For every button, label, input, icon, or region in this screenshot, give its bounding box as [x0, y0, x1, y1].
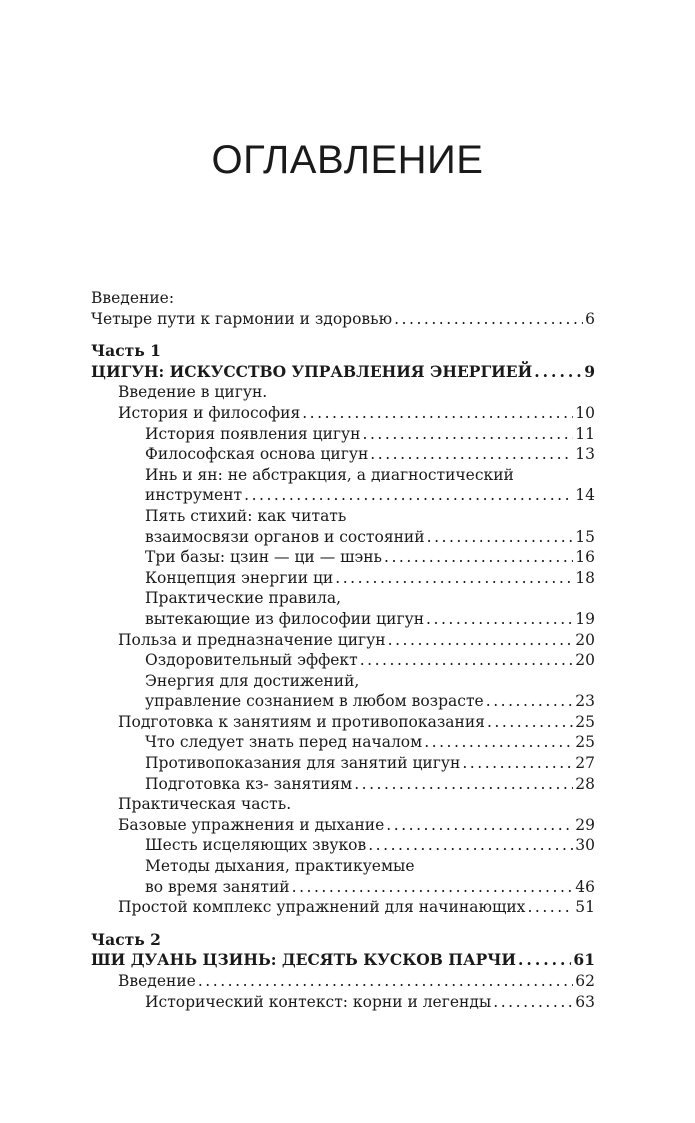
- dot-leader: [386, 815, 573, 836]
- dot-leader: [427, 527, 574, 548]
- toc-entry[interactable]: [91, 424, 595, 445]
- toc-entry[interactable]: [91, 877, 595, 898]
- toc-entry[interactable]: [91, 403, 595, 424]
- toc-page-number: 14: [575, 486, 595, 505]
- toc-page-number: 61: [573, 950, 595, 970]
- toc-page-number: 20: [575, 630, 595, 649]
- dot-leader: [462, 753, 573, 774]
- toc-entry[interactable]: [91, 732, 595, 753]
- toc-entry-text: Что следует знать перед началом: [145, 733, 423, 752]
- toc-page-number: 20: [575, 651, 595, 670]
- dot-leader: [534, 362, 582, 383]
- toc-entry[interactable]: [91, 774, 595, 795]
- toc-page-number: 25: [575, 712, 595, 731]
- toc-entry[interactable]: [91, 897, 595, 918]
- toc-entry-text: Пять стихий: как читать: [145, 506, 347, 525]
- part-1-label: Часть 1: [91, 341, 161, 361]
- part-1-title: ЦИГУН: ИСКУССТВО УПРАВЛЕНИЯ ЭНЕРГИЕЙ: [91, 361, 533, 381]
- toc-entry-text: Практические правила,: [145, 589, 342, 608]
- toc-entry-text: Инь и ян: не абстракция, а диагностический: [145, 465, 514, 484]
- toc-entry[interactable]: [91, 547, 595, 568]
- dot-leader: [244, 485, 573, 506]
- toc-page-number: 27: [575, 754, 595, 773]
- toc-page-number: 13: [575, 445, 595, 464]
- toc-page-number: 63: [575, 992, 595, 1011]
- toc-entry-text: инструмент: [145, 486, 243, 505]
- dot-leader: [493, 992, 573, 1013]
- toc-page-number: 11: [575, 424, 595, 443]
- toc-intro-label: Введение:: [91, 289, 175, 307]
- toc-entry[interactable]: [91, 992, 595, 1013]
- toc-entry[interactable]: [91, 568, 595, 589]
- toc-page-number: 46: [575, 877, 595, 896]
- toc-page-number: 51: [575, 898, 595, 917]
- toc-entry[interactable]: [91, 712, 595, 733]
- toc-entry-text: Философская основа цигун: [145, 445, 369, 464]
- table-of-contents: [91, 288, 595, 1012]
- toc-entry-text: Базовые упражнения и дыхание: [118, 815, 385, 834]
- toc-entry-text: История и философия: [118, 403, 301, 422]
- dot-leader: [368, 835, 573, 856]
- toc-page-number: 10: [575, 403, 595, 422]
- toc-page-number: 19: [575, 609, 595, 628]
- toc-page-number: 30: [575, 836, 595, 855]
- part-1-title-entry[interactable]: [91, 362, 595, 383]
- toc-page-number: 25: [575, 733, 595, 752]
- toc-page-number: 18: [575, 568, 595, 587]
- dot-leader: [384, 547, 573, 568]
- toc-section-heading: Введение в цигун.: [118, 383, 268, 402]
- dot-leader: [388, 630, 574, 651]
- toc-entry-text: взаимосвязи органов и состояний: [145, 527, 425, 546]
- toc-entry-text: во время занятий: [145, 877, 290, 896]
- toc-entry-text: Подготовка кз- занятиям: [145, 774, 353, 793]
- dot-leader: [302, 403, 573, 424]
- toc-entry[interactable]: [91, 650, 595, 671]
- dot-leader: [486, 691, 574, 712]
- dot-leader: [370, 444, 573, 465]
- toc-entry-text: Противопоказания для занятий цигун: [145, 754, 461, 773]
- toc-entry[interactable]: [91, 444, 595, 465]
- toc-entry[interactable]: [91, 971, 595, 992]
- toc-entry-text: Шесть исцеляющих звуков: [145, 836, 367, 855]
- toc-section-heading: Практическая часть.: [118, 795, 292, 814]
- toc-entry[interactable]: [91, 609, 595, 630]
- toc-entry-text: вытекающие из философии цигун: [145, 609, 425, 628]
- toc-page-number: 28: [575, 774, 595, 793]
- dot-leader: [198, 971, 573, 992]
- part-2-title-entry[interactable]: [91, 950, 595, 971]
- toc-entry-text: Введение: [118, 972, 196, 990]
- toc-page-number: 15: [575, 527, 595, 546]
- toc-entry[interactable]: [91, 815, 595, 836]
- toc-entry-text: Подготовка к занятиям и противопоказания: [118, 712, 485, 731]
- dot-leader: [426, 609, 573, 630]
- toc-entry-text: Оздоровительный эффект: [145, 651, 358, 670]
- toc-entry[interactable]: [91, 485, 595, 506]
- toc-page-number: 6: [585, 309, 595, 328]
- toc-page-number: 29: [575, 815, 595, 834]
- toc-entry-text: Концепция энергии ци: [145, 568, 334, 587]
- dot-leader: [394, 309, 583, 330]
- toc-entry-text: Энергия для достижений,: [145, 671, 360, 690]
- toc-entry-text: История появления цигун: [145, 424, 361, 443]
- dot-leader: [527, 897, 573, 918]
- toc-page-number: 9: [584, 361, 595, 381]
- toc-entry[interactable]: [91, 753, 595, 774]
- toc-entry-text: Четыре пути к гармонии и здоровью: [91, 309, 393, 328]
- toc-entry[interactable]: [91, 835, 595, 856]
- dot-leader: [424, 732, 573, 753]
- toc-entry-text: Польза и предназначение цигун: [118, 630, 386, 649]
- toc-page-number: 16: [575, 548, 595, 567]
- dot-leader: [354, 774, 573, 795]
- toc-entry-text: Простой комплекс упражнений для начинающих: [118, 898, 526, 917]
- toc-entry-text: Три базы: цзин — ци — шэнь: [145, 548, 382, 567]
- dot-leader: [363, 424, 574, 445]
- toc-page-number: 62: [575, 972, 595, 990]
- toc-entry[interactable]: [91, 527, 595, 548]
- part-2-label: Часть 2: [91, 929, 161, 949]
- toc-entry-text: Методы дыхания, практикуемые: [145, 857, 415, 876]
- dot-leader: [518, 950, 571, 971]
- toc-entry[interactable]: [91, 630, 595, 651]
- part-2-title: ШИ ДУАНЬ ЦЗИНЬ: ДЕСЯТЬ КУСКОВ ПАРЧИ: [91, 950, 517, 970]
- dot-leader: [335, 568, 573, 589]
- toc-entry-text: Исторический контекст: корни и легенды: [145, 992, 492, 1011]
- toc-entry-text: управление сознанием в любом возрасте: [145, 692, 484, 711]
- dot-leader: [292, 877, 574, 898]
- dot-leader: [487, 712, 573, 733]
- page-title: ОГЛАВЛЕНИЕ: [211, 138, 484, 182]
- toc-page-number: 23: [575, 692, 595, 711]
- toc-entry[interactable]: [91, 691, 595, 712]
- toc-entry[interactable]: [91, 309, 595, 330]
- dot-leader: [360, 650, 574, 671]
